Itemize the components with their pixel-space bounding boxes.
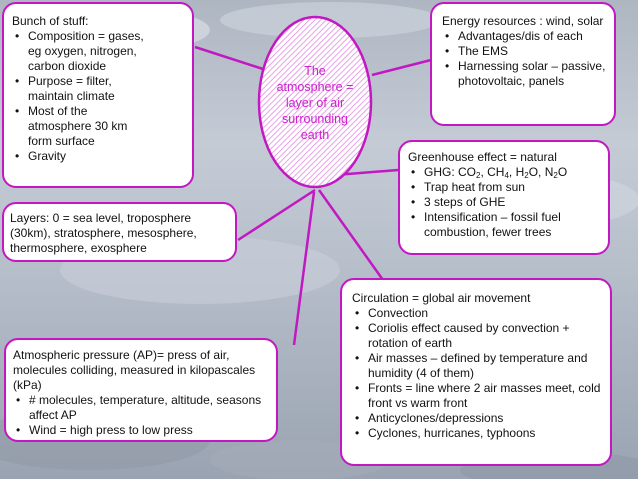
center-line: The	[304, 64, 326, 78]
ghg-list-item	[408, 165, 600, 180]
list-item: • 3 steps of GHE	[408, 195, 600, 210]
list-item: • Harnessing solar – passive, photovoltaic, panels	[442, 59, 606, 89]
layers-box	[2, 202, 237, 262]
circulation-heading: Circulation = global air movement	[352, 291, 531, 305]
pressure-heading: Atmospheric pressure (AP)= press of air, molecules colliding, measured in kilopascales (kPa)	[13, 348, 256, 392]
center-title	[257, 63, 373, 143]
bunch-heading: Bunch of stuff:	[12, 14, 89, 28]
ghg-subscript: 4	[504, 171, 509, 180]
list-item: • Most of the atmosphere 30 km form surface	[12, 104, 150, 149]
list-item: • Gravity	[12, 149, 150, 164]
ghg-text: , H	[508, 165, 525, 179]
ghg-text: O, N	[528, 165, 554, 179]
list-item: • Fronts = line where 2 air masses meet, cold front vs warm front	[352, 381, 604, 411]
center-line: layer of air	[285, 96, 345, 110]
greenhouse-heading: Greenhouse effect = natural	[408, 150, 557, 164]
list-item: • Composition = gases, eg oxygen, nitrogen, carbon dioxide	[12, 29, 150, 74]
atmospheric-pressure-box	[4, 338, 278, 442]
bunch-of-stuff-box	[2, 2, 194, 188]
list-item: • Purpose = filter, maintain climate	[12, 74, 150, 104]
ghg-subscript: 2	[524, 171, 529, 180]
list-item: • The EMS	[442, 44, 606, 59]
energy-list	[442, 29, 606, 89]
bunch-list	[12, 29, 150, 164]
list-item: • Wind = high press to low press	[13, 423, 270, 438]
energy-heading: Energy resources : wind, solar	[442, 14, 604, 28]
center-line: surrounding	[281, 112, 348, 126]
list-item: • Air masses – defined by temperature and humidity (4 of them)	[352, 351, 604, 381]
list-item: • Trap heat from sun	[408, 180, 600, 195]
layers-text: Layers: 0 = sea level, troposphere (30km), stratosphere, mesosphere, thermosphere, exosphere	[10, 211, 197, 255]
connector-pressure	[294, 192, 314, 345]
energy-resources-box	[430, 2, 616, 126]
circulation-box	[340, 278, 612, 466]
ghg-text: GHG: CO	[424, 165, 477, 179]
center-line: atmosphere =	[276, 80, 354, 94]
connector-bunch	[195, 47, 266, 70]
list-item: • Anticyclones/depressions	[352, 411, 604, 426]
ghg-text: O	[557, 165, 568, 179]
list-item: • Advantages/dis of each	[442, 29, 606, 44]
ghg-subscript: 2	[476, 171, 481, 180]
center-topic	[257, 15, 373, 190]
greenhouse-list	[408, 165, 600, 240]
list-item: • Convection	[352, 306, 604, 321]
list-item: • Coriolis effect caused by convection + rotation of earth	[352, 321, 604, 351]
ghg-text: , CH	[480, 165, 505, 179]
connector-energy	[372, 60, 431, 75]
circulation-list	[352, 306, 604, 441]
list-item: • Cyclones, hurricanes, typhoons	[352, 426, 604, 441]
list-item: • Intensification – fossil fuel combustion, fewer trees	[408, 210, 600, 240]
list-item: • # molecules, temperature, altitude, seasons affect AP	[13, 393, 270, 423]
greenhouse-effect-box	[398, 140, 610, 255]
pressure-list	[13, 393, 270, 438]
center-line: earth	[300, 128, 330, 142]
ghg-subscript: 2	[553, 171, 558, 180]
connector-circulation	[319, 190, 383, 280]
connector-layers	[238, 190, 315, 240]
